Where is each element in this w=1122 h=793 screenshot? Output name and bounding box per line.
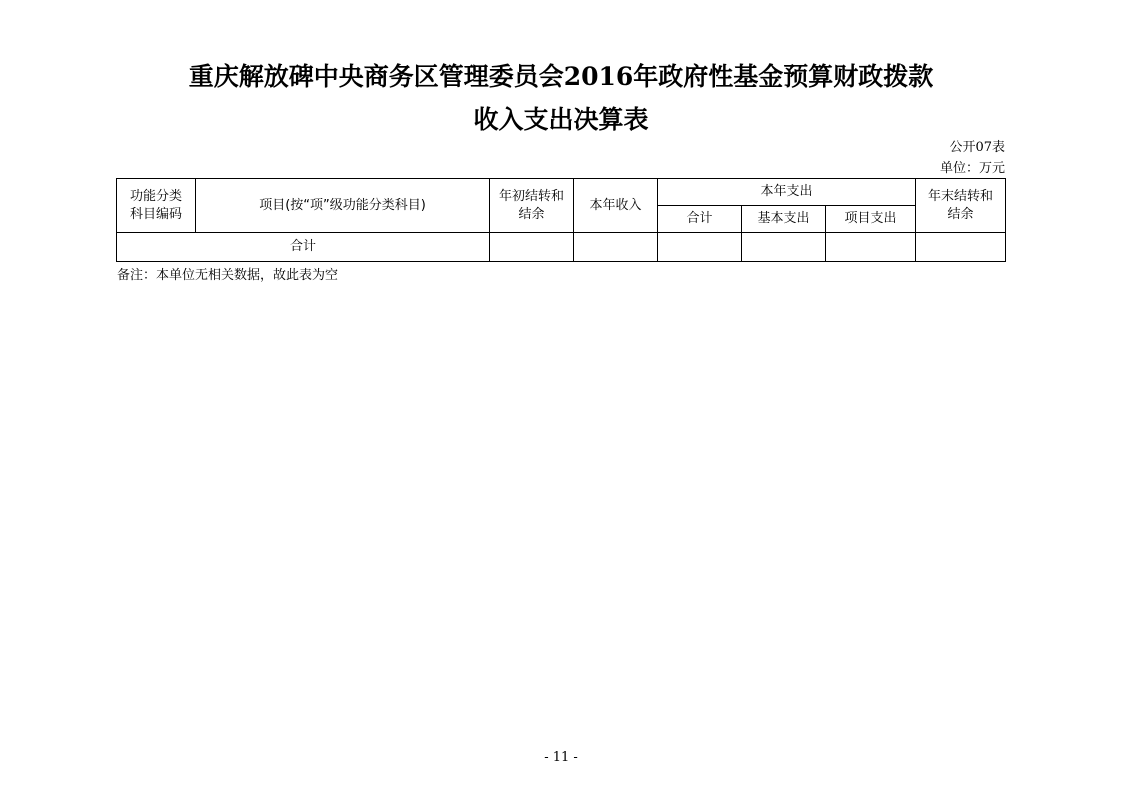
header-income: 本年收入 [574, 179, 658, 233]
total-expense-total [658, 233, 742, 262]
total-end-balance [916, 233, 1006, 262]
header-expense-basic: 基本支出 [742, 206, 826, 233]
page-title-line2: 收入支出决算表 [473, 105, 649, 134]
page-number: - 11 - [544, 750, 578, 765]
total-begin-balance [490, 233, 574, 262]
table-row-total [117, 233, 1006, 262]
budget-table [116, 178, 1006, 262]
header-expense-project: 项目支出 [826, 206, 916, 233]
total-label: 合计 [117, 233, 490, 262]
header-expense-group: 本年支出 [658, 179, 916, 206]
table-code: 公开07表 [949, 140, 1005, 155]
header-row-1 [117, 179, 1006, 206]
footnote: 备注：本单位无相关数据，故此表为空 [117, 268, 339, 283]
header-item: 项目(按“项”级功能分类科目) [196, 179, 490, 233]
header-code: 功能分类科目编码 [117, 179, 196, 233]
unit-label: 单位：万元 [939, 161, 1005, 176]
header-end-balance: 年末结转和结余 [916, 179, 1006, 233]
page-title-line1: 重庆解放碑中央商务区管理委员会2016年政府性基金预算财政拨款 [188, 62, 934, 91]
total-expense-basic [742, 233, 826, 262]
total-expense-project [826, 233, 916, 262]
total-income [574, 233, 658, 262]
header-expense-total: 合计 [658, 206, 742, 233]
header-begin-balance: 年初结转和结余 [490, 179, 574, 233]
